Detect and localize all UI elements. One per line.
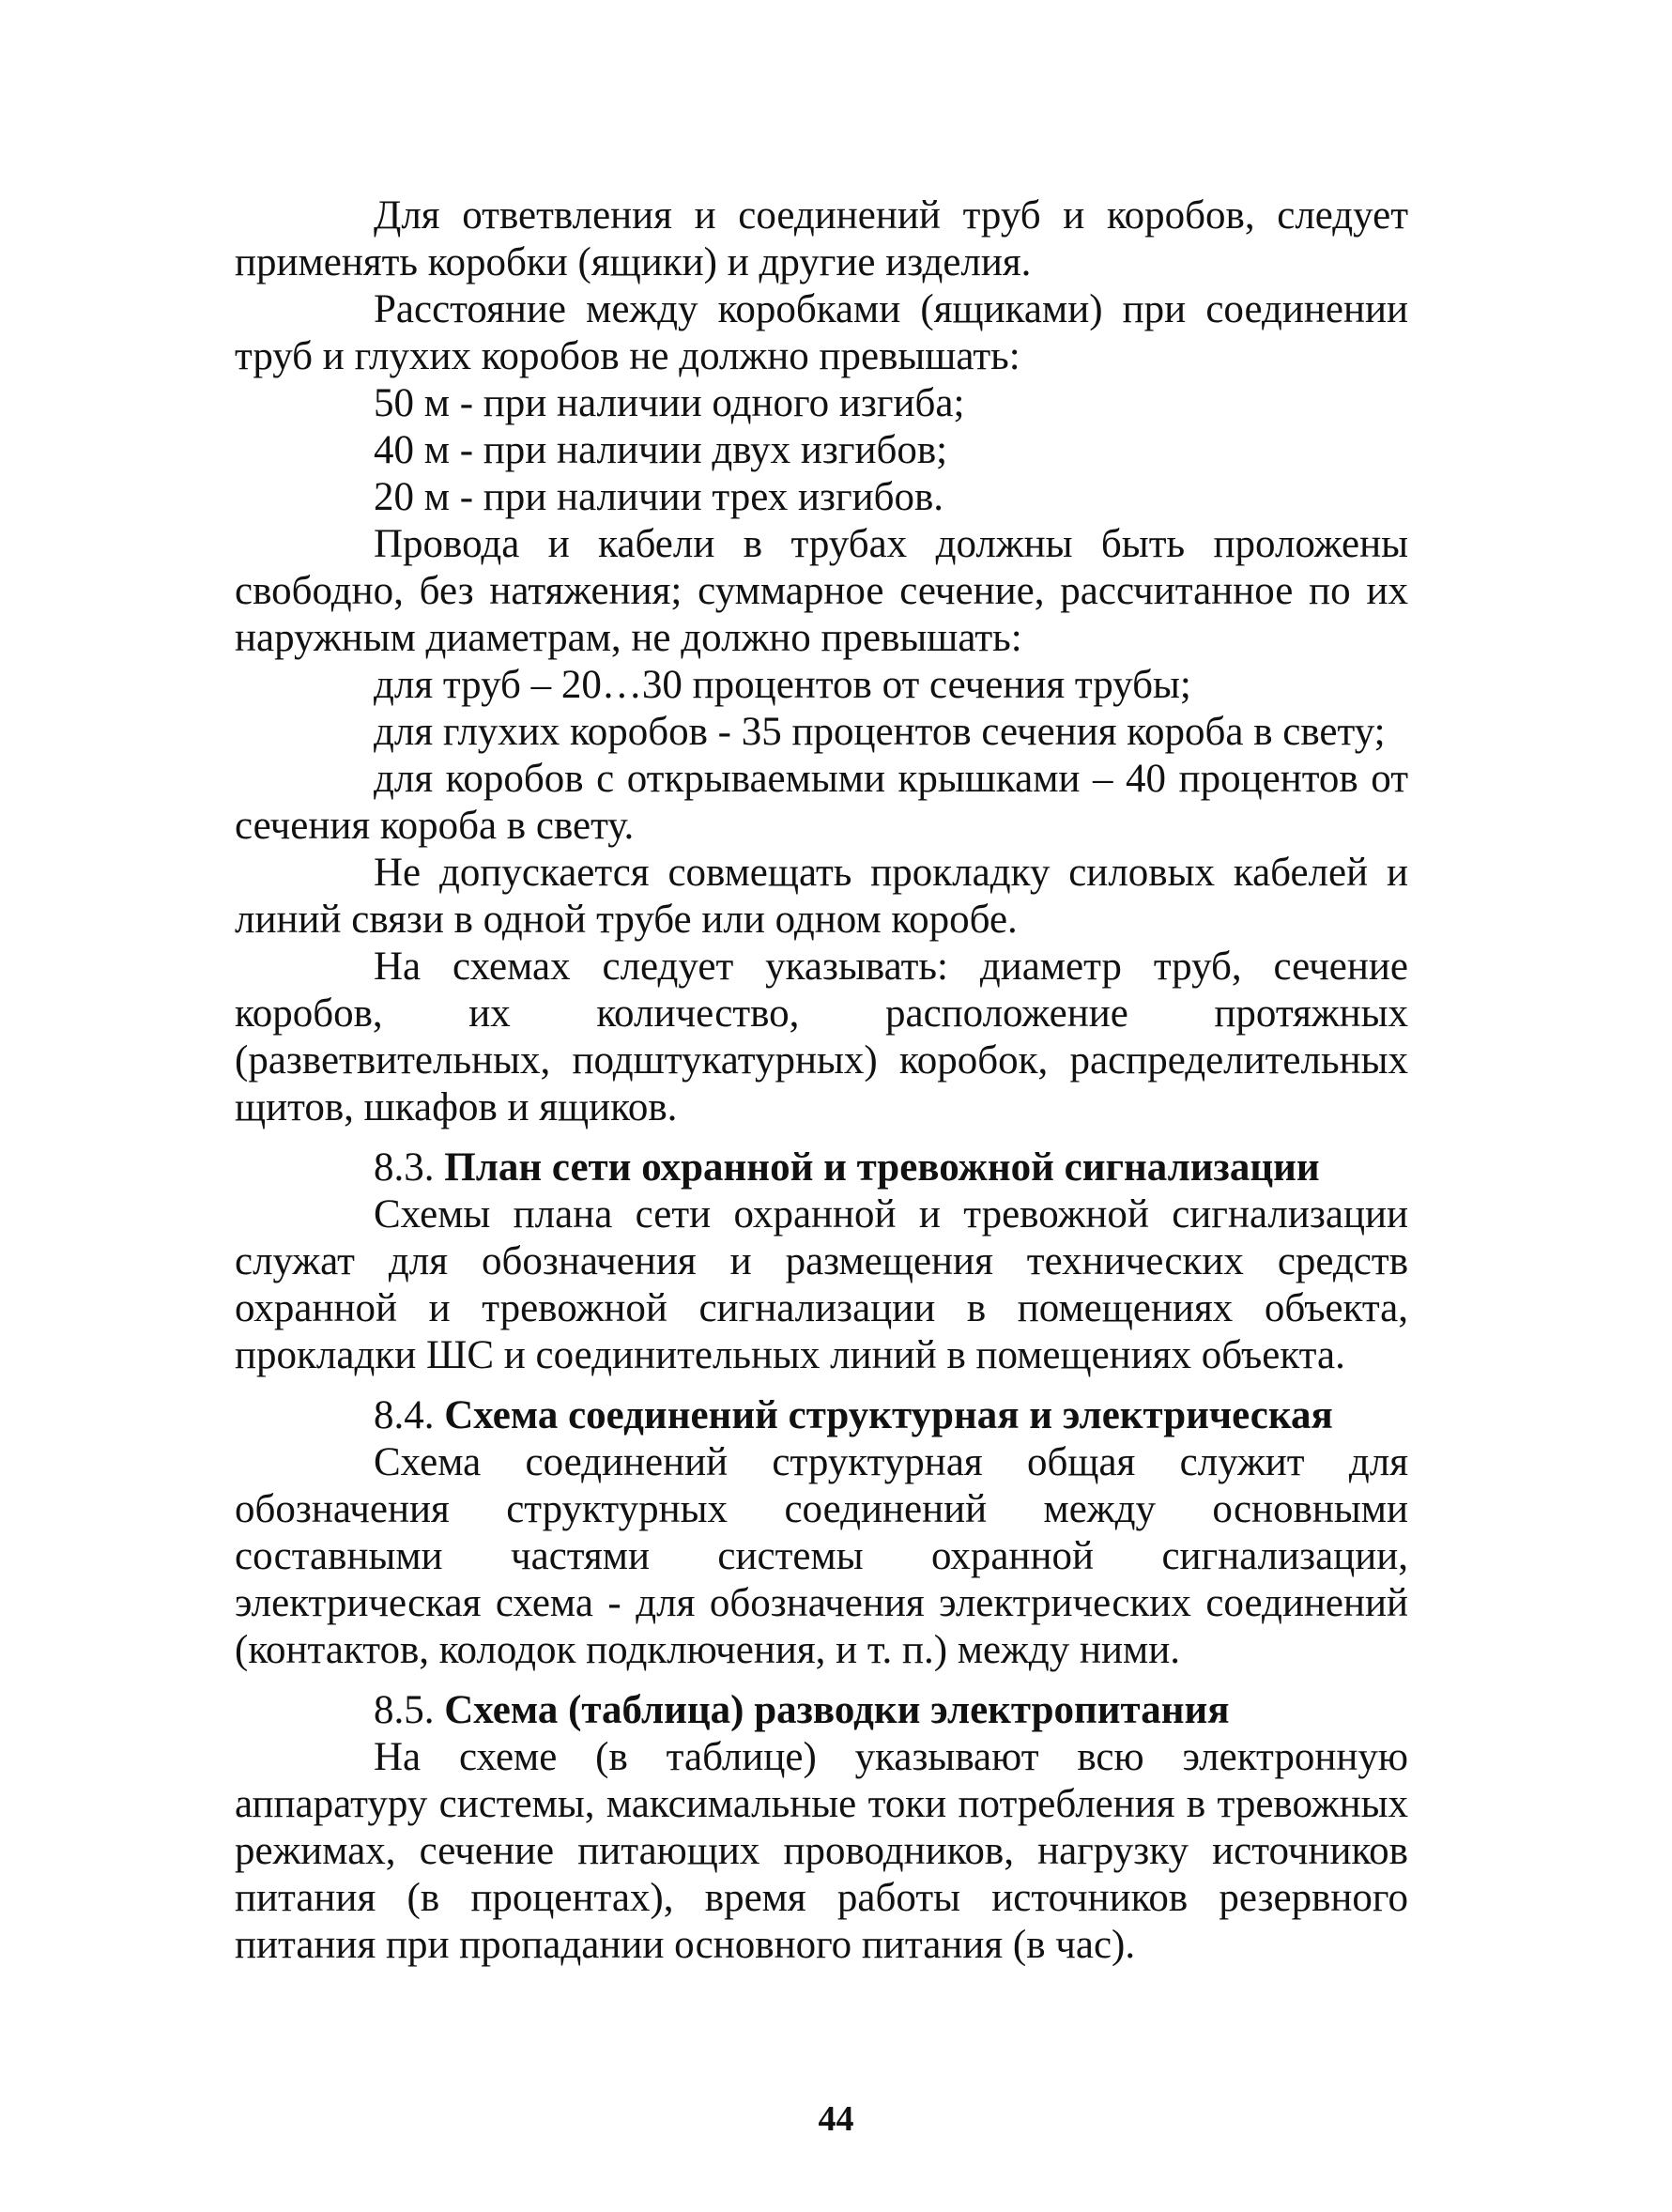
section-text-8-5: На схеме (в таблице) указывают всю электронную аппаратуру системы, максимальные токи потребления в тревожных режимах, сечение питающих проводников, нагрузку источников питания (в процентах), время работы источников резервного питания при пропадании основного питания (в час). (235, 1735, 1408, 1967)
paragraph-no-combining: Не допускается совмещать прокладку силовых кабелей и линий связи в одной трубе или одном коробе. (235, 851, 1408, 942)
list-item-pipes: для труб – 20…30 процентов от сечения трубы; (374, 663, 1191, 707)
paragraph-open-boxes: для коробов с открываемыми крышками – 40 процентов от сечения короба в свету. (235, 757, 1408, 848)
section-title: Схема соединений структурная и электрическая (444, 1393, 1333, 1437)
section-text-8-4: Схема соединений структурная общая служит для обозначения структурных соединений между основными составными частями системы охранной сигнализации, электрическая схема - для обозначения электрических соединений (контактов, колодок подключения, и т. п.) между ними. (235, 1440, 1408, 1672)
section-title: Схема (таблица) разводки электропитания (444, 1688, 1230, 1732)
section-title: План сети охранной и тревожной сигнализации (444, 1145, 1320, 1190)
list-item-three-bends: 20 м - при наличии трех изгибов. (374, 475, 944, 519)
section-heading-8-4 (235, 1392, 1408, 1439)
section-text-8-3: Схемы плана сети охранной и тревожной сигнализации служат для обозначения и размещения технических средств охранной и тревожной сигнализации в помещениях объекта, прокладки ШС и соединительных линий в помещениях объекта. (235, 1192, 1408, 1377)
paragraph-distance: Расстояние между коробками (ящиками) при соединении труб и глухих коробов не должно превышать: (235, 287, 1408, 378)
page-number: 44 (818, 2099, 854, 2139)
list-item-one-bend: 50 м - при наличии одного изгиба; (374, 381, 965, 425)
list-item-blind-boxes: для глухих коробов - 35 процентов сечения короба в свету; (374, 710, 1386, 754)
section-heading-8-3 (235, 1144, 1408, 1191)
list-item-two-bends: 40 м - при наличии двух изгибов; (374, 428, 948, 472)
paragraph-branching: Для ответвления и соединений труб и коробов, следует применять коробки (ящики) и другие изделия. (235, 193, 1408, 284)
section-number: 8.3. (374, 1145, 435, 1190)
paragraph-schemes-indicate: На схемах следует указывать: диаметр труб, сечение коробов, их количество, расположение протяжных (разветвительных, подштукатурных) коробок, распределительных щитов, шкафов и ящиков. (235, 945, 1408, 1129)
paragraph-wires-in-pipes: Провода и кабели в трубах должны быть проложены свободно, без натяжения; суммарное сечение, рассчитанное по их наружным диаметрам, не должно превышать: (235, 522, 1408, 660)
section-heading-8-5 (235, 1687, 1408, 1734)
document-page (235, 192, 1408, 1969)
section-number: 8.5. (374, 1688, 435, 1732)
section-number: 8.4. (374, 1393, 435, 1437)
